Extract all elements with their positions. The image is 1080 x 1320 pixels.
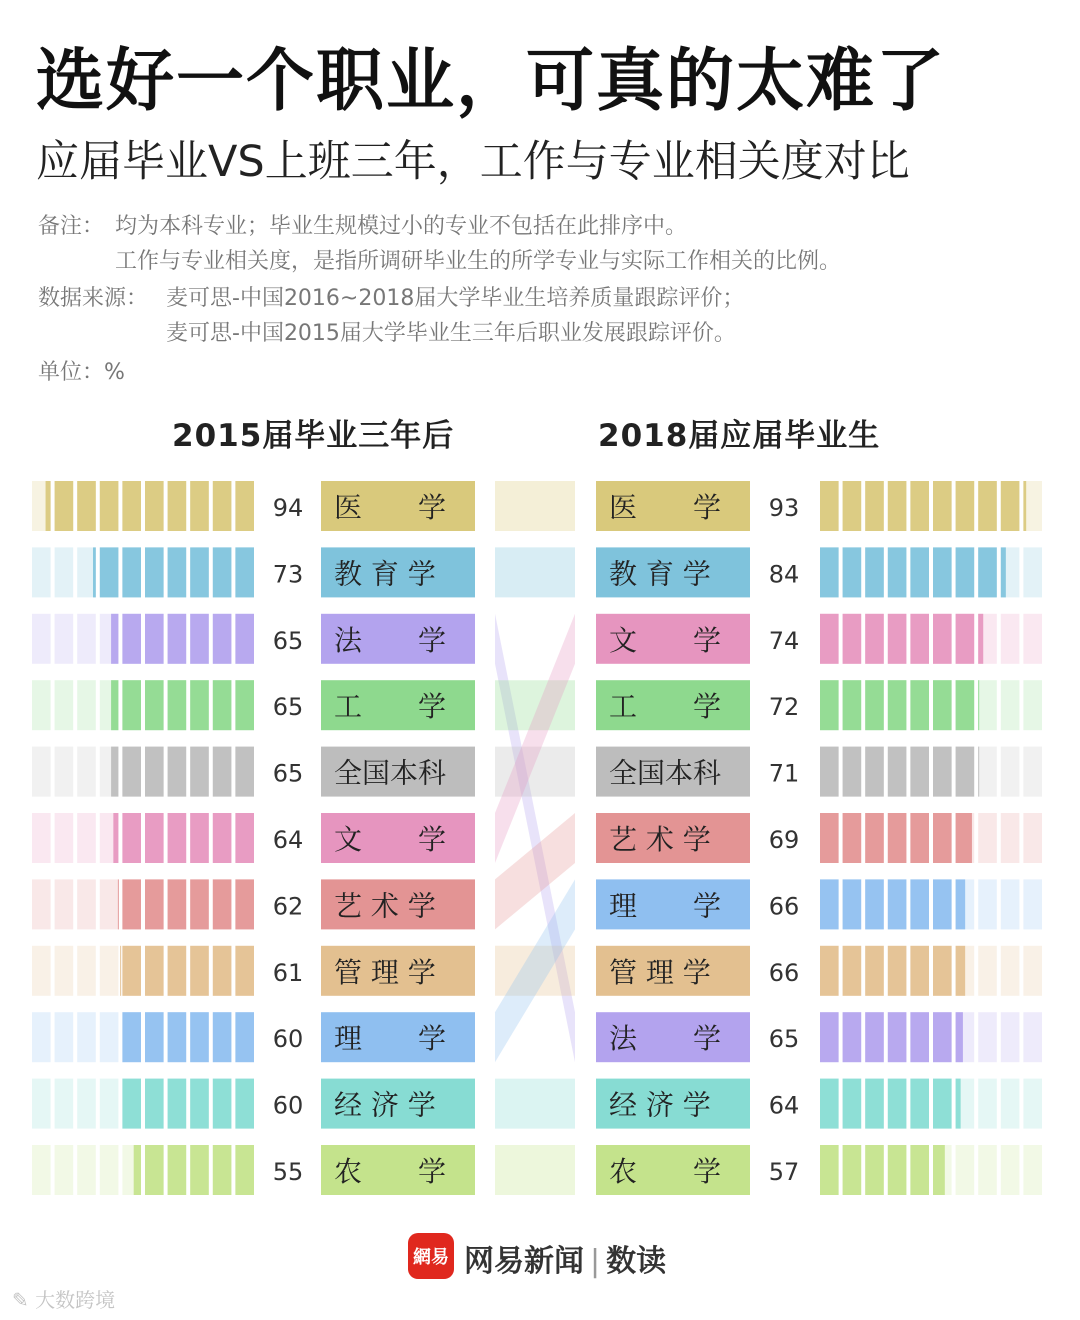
right-bar-fill-tile — [933, 1012, 952, 1062]
right-bar-fill-tile — [956, 481, 975, 531]
left-bar-fill-tile — [190, 680, 209, 730]
right-category-label: 教 育 学 — [609, 557, 711, 591]
left-bar-fill-tile — [122, 747, 141, 797]
left-bar-fill-tile — [122, 481, 141, 531]
right-bar-bg-tile — [978, 813, 997, 863]
note-label: 备注： — [38, 214, 105, 239]
left-bar-bg-tile — [32, 614, 51, 664]
right-bar-fill-tile — [933, 946, 952, 996]
right-bar-bg-tile — [1023, 813, 1042, 863]
left-bar-bg-tile — [55, 614, 74, 664]
left-value-label: 64 — [272, 826, 304, 854]
right-column-title: 2018届应届毕业生 — [598, 418, 881, 454]
right-bar-fill-tile — [865, 1012, 884, 1062]
left-value-label: 94 — [272, 494, 304, 522]
right-bar-fill-tile — [843, 547, 862, 597]
left-bar-bg-tile — [32, 1012, 51, 1062]
right-bar-bg-tile — [1001, 680, 1020, 730]
left-category-label: 艺 术 学 — [334, 889, 436, 923]
right-bar-fill-tile — [956, 1012, 963, 1062]
left-bar-fill-tile — [122, 879, 141, 929]
right-bar-fill-tile — [956, 614, 975, 664]
right-category-label: 农 学 — [609, 1155, 722, 1188]
left-bar-bg-tile — [77, 1012, 96, 1062]
left-bar-fill-tile — [190, 747, 209, 797]
right-bar-fill-tile — [820, 680, 839, 730]
left-bar-fill-tile — [235, 1012, 254, 1062]
right-bar-bg-tile — [1001, 747, 1020, 797]
right-bar-fill-tile — [820, 813, 839, 863]
right-bar-bg-tile — [1001, 813, 1020, 863]
right-bar-fill-tile — [978, 481, 997, 531]
right-bar-fill-tile — [888, 813, 907, 863]
right-bar-bg-tile — [978, 1145, 997, 1195]
left-bar-bg-tile — [55, 1079, 74, 1129]
left-bar-bg-tile — [32, 680, 51, 730]
left-bar-fill-tile — [235, 481, 254, 531]
left-bar-fill-tile — [190, 1012, 209, 1062]
unit-note: 单位：% — [38, 360, 125, 385]
right-bar-fill-tile — [865, 879, 884, 929]
left-bar-fill-tile — [122, 547, 141, 597]
right-category-label: 经 济 学 — [609, 1088, 711, 1122]
right-value-label: 72 — [768, 693, 800, 722]
left-bar-bg-tile — [77, 747, 96, 797]
right-bar-fill-tile — [910, 547, 929, 597]
left-bar-fill-tile — [118, 879, 119, 929]
right-bar-fill-tile — [843, 614, 862, 664]
right-bar-fill-tile — [843, 747, 862, 797]
right-bar-fill-tile — [910, 1079, 929, 1129]
left-bar-fill-tile — [168, 1145, 187, 1195]
right-bar-fill-tile — [933, 813, 952, 863]
left-value-label: 60 — [272, 1091, 304, 1120]
right-bar-fill-tile — [910, 614, 929, 664]
left-bar-fill-tile — [145, 1012, 164, 1062]
left-column-title: 2015届毕业三年后 — [172, 418, 455, 454]
right-bar-bg-tile — [978, 1012, 997, 1062]
right-bar-fill-tile — [933, 547, 952, 597]
left-bar-fill-tile — [190, 481, 209, 531]
left-bar-bg-tile — [100, 946, 119, 996]
right-value-label: 57 — [768, 1158, 800, 1186]
right-bar-fill-tile — [865, 946, 884, 996]
left-bar-fill-tile — [168, 614, 187, 664]
left-value-label: 65 — [272, 759, 304, 788]
left-bar-fill-tile — [168, 813, 187, 863]
watermark-text: 大数跨境 — [35, 1288, 116, 1312]
rank-comparison-chart — [0, 470, 1080, 1210]
left-bar-fill-tile — [213, 747, 232, 797]
right-bar-fill-tile — [910, 946, 929, 996]
left-bar-fill-tile — [145, 747, 164, 797]
left-bar-bg-tile — [32, 813, 51, 863]
left-bar-bg-tile — [32, 1079, 51, 1129]
left-bar-bg-tile — [55, 680, 74, 730]
right-value-label: 74 — [768, 626, 800, 655]
right-bar-bg-tile — [956, 1145, 975, 1195]
left-bar-fill-tile — [122, 1079, 141, 1129]
left-bar-fill-tile — [168, 680, 187, 730]
left-bar-bg-tile — [55, 946, 74, 996]
right-bar-bg-tile — [1023, 481, 1042, 531]
left-category-label: 文 学 — [334, 823, 447, 856]
left-bar-fill-tile — [235, 1079, 254, 1129]
right-bar-fill-tile — [865, 680, 884, 730]
left-bar-fill-tile — [168, 1012, 187, 1062]
right-value-label: 65 — [768, 1025, 800, 1054]
left-bar-fill-tile — [168, 747, 187, 797]
left-bar-fill-tile — [145, 547, 164, 597]
right-category-label: 全国本科 — [609, 756, 722, 790]
right-category-label: 工 学 — [609, 690, 722, 724]
right-bar-fill-tile — [910, 680, 929, 730]
left-bar-bg-tile — [55, 1145, 74, 1195]
left-bar-fill-tile — [145, 1079, 164, 1129]
right-bar-fill-tile — [888, 879, 907, 929]
right-bar-fill-tile — [888, 1079, 907, 1129]
right-bar-fill-tile — [956, 813, 972, 863]
left-bar-fill-tile — [213, 547, 232, 597]
left-bar-fill-tile — [168, 547, 187, 597]
right-bar-fill-tile — [843, 680, 862, 730]
right-bar-bg-tile — [978, 946, 997, 996]
left-bar-fill-tile — [111, 747, 118, 797]
right-value-label: 93 — [768, 494, 800, 522]
right-bar-bg-tile — [1023, 1079, 1042, 1129]
left-bar-fill-tile — [145, 481, 164, 531]
right-bar-fill-tile — [933, 747, 952, 797]
left-category-label: 法 学 — [334, 623, 447, 657]
left-value-label: 65 — [272, 626, 304, 655]
right-bar-fill-tile — [820, 1079, 839, 1129]
right-category-label: 管 理 学 — [609, 955, 711, 989]
right-bar-fill-tile — [843, 879, 862, 929]
source-line-1: 麦可思-中国2016~2018届大学毕业生培养质量跟踪评价； — [166, 286, 745, 311]
left-bar-fill-tile — [113, 813, 118, 863]
note-line-2: 工作与专业相关度，是指所调研毕业生的所学专业与实际工作相关的比例。 — [115, 249, 842, 274]
right-bar-fill-tile — [820, 614, 839, 664]
brand-separator: | — [590, 1244, 601, 1279]
left-bar-bg-tile — [55, 879, 74, 929]
left-bar-fill-tile — [145, 680, 164, 730]
watermark: ✎ 大数跨境 — [12, 1288, 116, 1312]
right-value-label: 64 — [768, 1091, 800, 1120]
left-bar-fill-tile — [122, 680, 141, 730]
left-bar-fill-tile — [46, 481, 51, 531]
right-bar-fill-tile — [865, 1145, 884, 1195]
right-bar-fill-tile — [910, 813, 929, 863]
left-bar-fill-tile — [145, 614, 164, 664]
right-bar-bg-tile — [978, 1079, 997, 1129]
right-bar-bg-tile — [1001, 1079, 1020, 1129]
right-bar-bg-tile — [1023, 614, 1042, 664]
right-bar-fill-tile — [978, 547, 997, 597]
right-category-label: 法 学 — [609, 1022, 722, 1056]
left-bar-fill-tile — [77, 481, 96, 531]
right-bar-bg-tile — [1023, 1145, 1042, 1195]
right-bar-fill-tile — [978, 747, 979, 797]
left-bar-fill-tile — [100, 481, 119, 531]
right-bar-bg-tile — [1023, 680, 1042, 730]
right-bar-fill-tile — [956, 946, 966, 996]
right-bar-fill-tile — [888, 614, 907, 664]
left-bar-bg-tile — [32, 747, 51, 797]
left-bar-fill-tile — [235, 813, 254, 863]
right-bar-fill-tile — [820, 547, 839, 597]
right-bar-fill-tile — [820, 1012, 839, 1062]
left-bar-fill-tile — [145, 946, 164, 996]
brand-footer — [464, 1236, 666, 1280]
right-bar-fill-tile — [843, 1145, 862, 1195]
right-bar-fill-tile — [1023, 481, 1026, 531]
left-bar-bg-tile — [77, 946, 96, 996]
right-bar-fill-tile — [843, 946, 862, 996]
left-bar-fill-tile — [190, 879, 209, 929]
right-bar-fill-tile — [888, 1145, 907, 1195]
left-bar-fill-tile — [235, 1145, 254, 1195]
brand-column: 数读 — [606, 1244, 667, 1279]
right-category-label: 文 学 — [609, 623, 722, 657]
right-bar-fill-tile — [933, 680, 952, 730]
left-bar-fill-tile — [122, 946, 141, 996]
right-bar-bg-tile — [1001, 879, 1020, 929]
right-bar-bg-tile — [1023, 547, 1042, 597]
right-bar-fill-tile — [888, 946, 907, 996]
brand-name: 网易新闻 — [464, 1244, 584, 1279]
right-bar-fill-tile — [933, 614, 952, 664]
left-bar-fill-tile — [190, 946, 209, 996]
left-bar-bg-tile — [100, 1079, 119, 1129]
left-bar-fill-tile — [190, 1145, 209, 1195]
right-bar-fill-tile — [933, 481, 952, 531]
left-bar-fill-tile — [235, 680, 254, 730]
left-bar-fill-tile — [122, 614, 141, 664]
left-category-label: 教 育 学 — [334, 557, 436, 591]
left-bar-fill-tile — [168, 1079, 187, 1129]
left-bar-bg-tile — [77, 547, 96, 597]
left-value-label: 65 — [272, 693, 304, 722]
right-bar-fill-tile — [843, 1079, 862, 1129]
rank-link — [495, 481, 575, 531]
right-bar-fill-tile — [956, 1079, 961, 1129]
right-bar-fill-tile — [865, 747, 884, 797]
right-bar-fill-tile — [820, 747, 839, 797]
left-bar-fill-tile — [235, 946, 254, 996]
left-bar-fill-tile — [120, 946, 121, 996]
left-bar-bg-tile — [100, 1145, 119, 1195]
left-value-label: 60 — [272, 1025, 304, 1054]
left-bar-bg-tile — [55, 747, 74, 797]
right-bar-fill-tile — [843, 1012, 862, 1062]
left-bar-fill-tile — [213, 946, 232, 996]
left-bar-fill-tile — [235, 747, 254, 797]
left-bar-fill-tile — [122, 1012, 141, 1062]
left-category-label: 医 学 — [334, 491, 447, 524]
left-bar-fill-tile — [235, 614, 254, 664]
left-bar-bg-tile — [55, 547, 74, 597]
right-bar-fill-tile — [843, 481, 862, 531]
right-bar-bg-tile — [978, 747, 997, 797]
left-bar-bg-tile — [32, 547, 51, 597]
right-bar-fill-tile — [910, 481, 929, 531]
rank-link — [495, 547, 575, 597]
left-bar-fill-tile — [134, 1145, 141, 1195]
note-line-1: 均为本科专业；毕业生规模过小的专业不包括在此排序中。 — [115, 214, 688, 239]
left-bar-fill-tile — [213, 1012, 232, 1062]
left-value-label: 62 — [272, 892, 304, 921]
left-bar-bg-tile — [77, 614, 96, 664]
left-bar-fill-tile — [111, 614, 118, 664]
right-bar-bg-tile — [1001, 614, 1020, 664]
left-bar-fill-tile — [213, 1145, 232, 1195]
right-bar-fill-tile — [1001, 547, 1006, 597]
left-bar-fill-tile — [190, 813, 209, 863]
left-category-label: 管 理 学 — [334, 955, 436, 989]
right-bar-fill-tile — [910, 747, 929, 797]
right-value-label: 69 — [768, 826, 800, 854]
left-bar-fill-tile — [190, 614, 209, 664]
right-bar-fill-tile — [820, 946, 839, 996]
right-bar-bg-tile — [1001, 1145, 1020, 1195]
left-bar-bg-tile — [32, 879, 51, 929]
right-bar-fill-tile — [820, 481, 839, 531]
right-bar-bg-tile — [1023, 879, 1042, 929]
left-bar-bg-tile — [77, 1079, 96, 1129]
left-bar-fill-tile — [111, 680, 118, 730]
left-bar-fill-tile — [190, 1079, 209, 1129]
right-category-label: 医 学 — [609, 491, 722, 524]
source-label: 数据来源： — [38, 286, 149, 311]
right-value-label: 71 — [768, 759, 800, 788]
right-bar-fill-tile — [978, 680, 979, 730]
right-bar-fill-tile — [956, 680, 975, 730]
right-bar-bg-tile — [1023, 747, 1042, 797]
left-bar-fill-tile — [213, 481, 232, 531]
left-bar-fill-tile — [122, 813, 141, 863]
right-bar-bg-tile — [1023, 946, 1042, 996]
page-subtitle: 应届毕业VS上班三年，工作与专业相关度对比 — [36, 137, 910, 187]
left-value-label: 61 — [272, 958, 304, 987]
left-bar-bg-tile — [77, 813, 96, 863]
right-category-label: 理 学 — [609, 889, 722, 923]
right-bar-fill-tile — [865, 1079, 884, 1129]
right-bar-fill-tile — [843, 813, 862, 863]
page-title: 选好一个职业，可真的太难了 — [36, 42, 947, 121]
right-bar-fill-tile — [933, 1145, 945, 1195]
right-bar-bg-tile — [1001, 1012, 1020, 1062]
right-bar-fill-tile — [865, 813, 884, 863]
left-bar-fill-tile — [100, 547, 119, 597]
left-bar-fill-tile — [190, 547, 209, 597]
right-bar-bg-tile — [1001, 946, 1020, 996]
right-bar-fill-tile — [888, 747, 907, 797]
right-bar-fill-tile — [888, 1012, 907, 1062]
right-bar-fill-tile — [910, 879, 929, 929]
left-bar-bg-tile — [32, 1145, 51, 1195]
left-category-label: 农 学 — [334, 1155, 447, 1188]
left-bar-fill-tile — [235, 879, 254, 929]
left-value-label: 55 — [272, 1158, 304, 1186]
right-category-label: 艺 术 学 — [609, 823, 711, 856]
left-bar-fill-tile — [145, 813, 164, 863]
left-bar-fill-tile — [235, 547, 254, 597]
left-category-label: 经 济 学 — [334, 1088, 436, 1122]
right-bar-fill-tile — [820, 1145, 839, 1195]
right-bar-fill-tile — [865, 481, 884, 531]
right-bar-fill-tile — [865, 614, 884, 664]
right-bar-bg-tile — [978, 680, 997, 730]
right-bar-fill-tile — [820, 879, 839, 929]
right-bar-fill-tile — [933, 1079, 952, 1129]
right-value-label: 66 — [768, 958, 800, 987]
left-value-label: 73 — [272, 560, 304, 589]
left-bar-bg-tile — [55, 1012, 74, 1062]
right-value-label: 84 — [768, 560, 800, 589]
right-bar-fill-tile — [910, 1012, 929, 1062]
left-bar-fill-tile — [93, 547, 96, 597]
right-bar-fill-tile — [933, 879, 952, 929]
right-bar-bg-tile — [978, 879, 997, 929]
left-bar-fill-tile — [213, 813, 232, 863]
left-bar-fill-tile — [55, 481, 74, 531]
left-bar-bg-tile — [55, 813, 74, 863]
right-bar-fill-tile — [956, 879, 966, 929]
right-bar-fill-tile — [865, 547, 884, 597]
left-category-label: 工 学 — [334, 690, 447, 724]
left-bar-fill-tile — [213, 879, 232, 929]
rank-link — [495, 1079, 575, 1129]
left-bar-bg-tile — [77, 680, 96, 730]
left-bar-fill-tile — [168, 481, 187, 531]
left-category-label: 全国本科 — [334, 756, 447, 790]
left-bar-bg-tile — [100, 879, 119, 929]
right-bar-fill-tile — [1001, 481, 1020, 531]
left-bar-fill-tile — [213, 1079, 232, 1129]
left-bar-bg-tile — [77, 1145, 96, 1195]
left-bar-fill-tile — [168, 946, 187, 996]
right-value-label: 66 — [768, 892, 800, 921]
right-bar-fill-tile — [910, 1145, 929, 1195]
rank-link — [495, 1145, 575, 1195]
right-bar-fill-tile — [888, 547, 907, 597]
left-bar-fill-tile — [145, 1145, 164, 1195]
left-bar-fill-tile — [213, 614, 232, 664]
left-bar-bg-tile — [100, 1012, 119, 1062]
left-bar-fill-tile — [145, 879, 164, 929]
right-bar-fill-tile — [888, 481, 907, 531]
right-bar-bg-tile — [1023, 1012, 1042, 1062]
left-bar-fill-tile — [213, 680, 232, 730]
left-category-label: 理 学 — [334, 1022, 447, 1056]
left-bar-bg-tile — [32, 946, 51, 996]
right-bar-fill-tile — [956, 747, 975, 797]
source-line-2: 麦可思-中国2015届大学毕业生三年后职业发展跟踪评价。 — [166, 321, 736, 346]
right-bar-fill-tile — [888, 680, 907, 730]
right-bar-fill-tile — [956, 547, 975, 597]
right-bar-fill-tile — [978, 614, 983, 664]
left-bar-bg-tile — [77, 879, 96, 929]
left-bar-fill-tile — [168, 879, 187, 929]
netease-logo: 網易 — [408, 1233, 454, 1279]
